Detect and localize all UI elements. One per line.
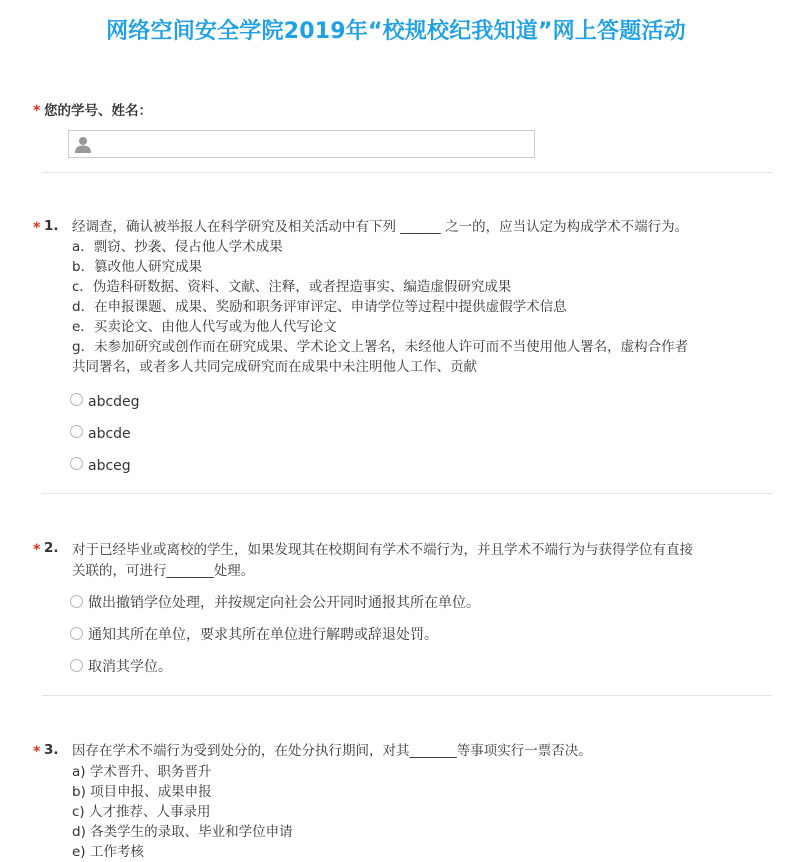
required-mark: *	[33, 220, 41, 236]
radio-option-cancel-degree[interactable]	[70, 659, 83, 672]
question-stem: 对于已经毕业或离校的学生，如果发现其在校期间有学术不端行为，并且学术不端行为与获得学位有直接	[72, 542, 693, 558]
question-item: e．买卖论文、由他人代写或为他人代写论文	[72, 319, 337, 335]
required-mark: *	[33, 103, 41, 119]
question-number: 1.	[44, 218, 59, 234]
radio-option-notify-employer[interactable]	[70, 627, 83, 640]
question-number: 3.	[44, 742, 59, 758]
question-item: c．伪造科研数据、资料、文献、注释，或者捏造事实、编造虚假研究成果	[72, 279, 512, 295]
question-item: c) 人才推荐、人事录用	[72, 804, 211, 820]
page-title: 网络空间安全学院2019年“校规校纪我知道”网上答题活动	[106, 19, 686, 44]
radio-option-abcde[interactable]	[70, 425, 83, 438]
option-label[interactable]: abceg	[88, 458, 131, 474]
option-label[interactable]: 取消其学位。	[88, 659, 172, 675]
question-item: a．剽窃、抄袭、侵占他人学术成果	[72, 239, 283, 255]
question-item: d．在申报课题、成果、奖励和职务评审评定、申请学位等过程中提供虚假学术信息	[72, 299, 567, 315]
required-mark: *	[33, 542, 41, 558]
name-field-label: 您的学号、姓名：	[44, 103, 152, 119]
question-number: 2.	[44, 540, 59, 556]
option-label[interactable]: abcde	[88, 426, 131, 442]
radio-option-abceg[interactable]	[70, 457, 83, 470]
question-stem: 经调查，确认被举报人在科学研究及相关活动中有下列 ______ 之一的，应当认定为构成学术不端行为。	[72, 219, 689, 235]
question-item: 共同署名，或者多人共同完成研究而在成果中未注明他人工作、贡献	[72, 359, 477, 375]
divider	[42, 695, 772, 696]
required-mark: *	[33, 744, 41, 760]
divider	[42, 493, 772, 494]
name-input[interactable]	[68, 130, 535, 158]
divider	[42, 172, 772, 173]
option-label[interactable]: abcdeg	[88, 394, 140, 410]
radio-option-abcdeg[interactable]	[70, 393, 83, 406]
question-item: b．篡改他人研究成果	[72, 259, 203, 275]
option-label[interactable]: 通知其所在单位，要求其所在单位进行解聘或辞退处罚。	[88, 627, 438, 643]
question-item: g．未参加研究或创作而在研究成果、学术论文上署名，未经他人许可而不当使用他人署名，虚构合作者	[72, 339, 689, 355]
question-item: b) 项目申报、成果申报	[72, 784, 212, 800]
user-icon	[75, 136, 91, 153]
question-item: e) 工作考核	[72, 844, 144, 860]
question-item: a) 学术晋升、职务晋升	[72, 764, 212, 780]
question-item: d) 各类学生的录取、毕业和学位申请	[72, 824, 293, 840]
question-stem: 因存在学术不端行为受到处分的，在处分执行期间，对其_______等事项实行一票否决。	[72, 743, 592, 759]
radio-option-revoke-degree[interactable]	[70, 595, 83, 608]
question-stem: 关联的，可进行_______处理。	[72, 563, 255, 579]
option-label[interactable]: 做出撤销学位处理，并按规定向社会公开同时通报其所在单位。	[88, 595, 480, 611]
